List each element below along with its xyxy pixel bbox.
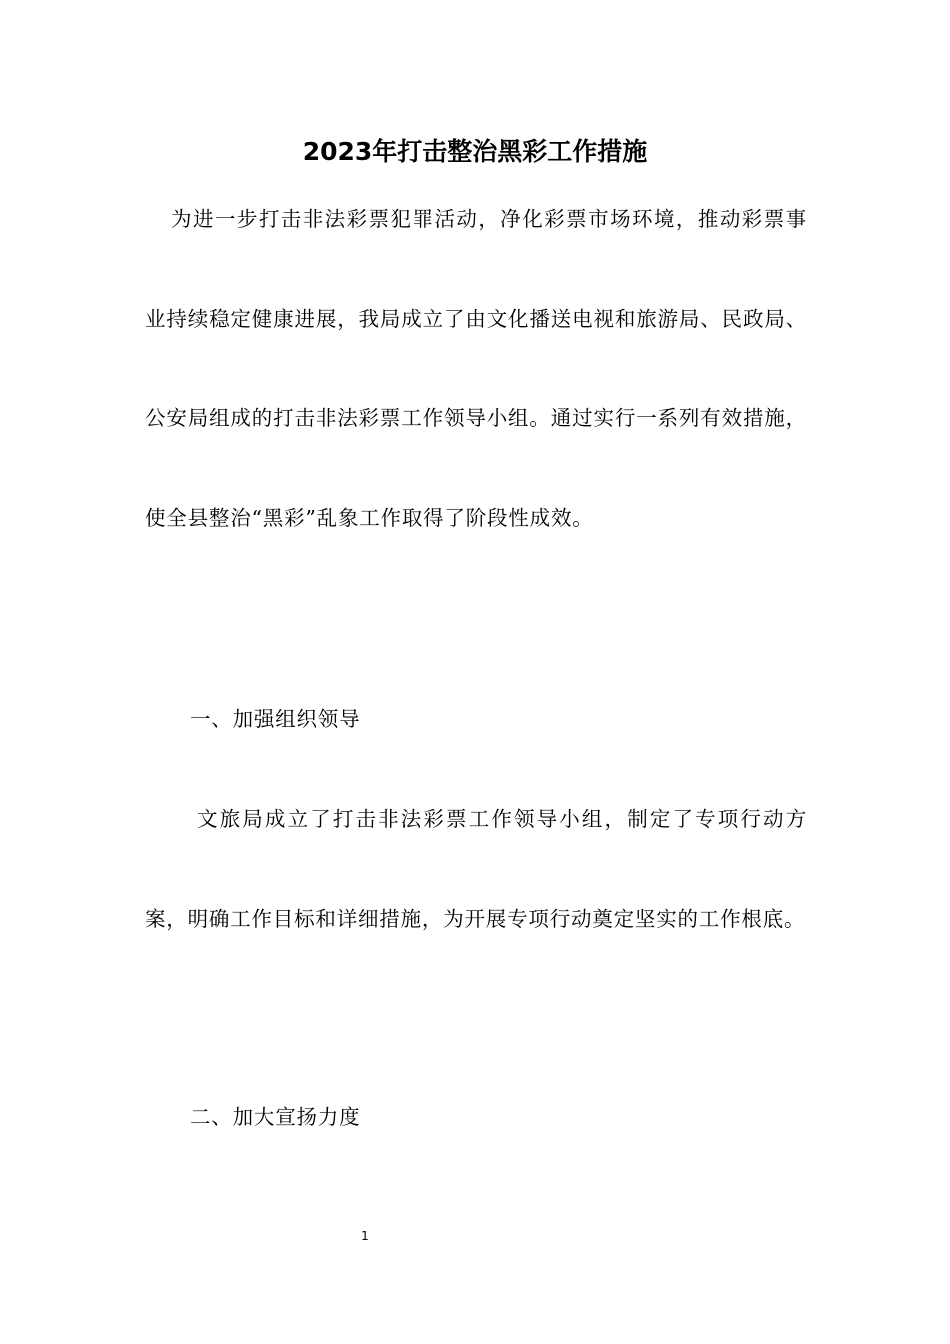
intro-paragraph: 为进一步打击非法彩票犯罪活动，净化彩票市场环境，推动彩票事业持续稳定健康进展，我局成立了由文化播送电视和旅游局、民政局、公安局组成的打击非法彩票工作领导小组。通过实行一系列有效措施，使全县整治“黑彩”乱象工作取得了阶段性成效。	[145, 207, 807, 530]
section-heading-2: 二、加大宣扬力度	[190, 1105, 361, 1129]
section-1-paragraph: 文旅局成立了打击非法彩票工作领导小组，制定了专项行动方案，明确工作目标和详细措施，为开展专项行动奠定坚实的工作根底。	[145, 807, 807, 931]
page-number: 1	[361, 1229, 369, 1243]
section-heading-1: 一、加强组织领导	[190, 707, 361, 731]
document-title: 2023年打击整治黑彩工作措施	[302, 137, 648, 166]
